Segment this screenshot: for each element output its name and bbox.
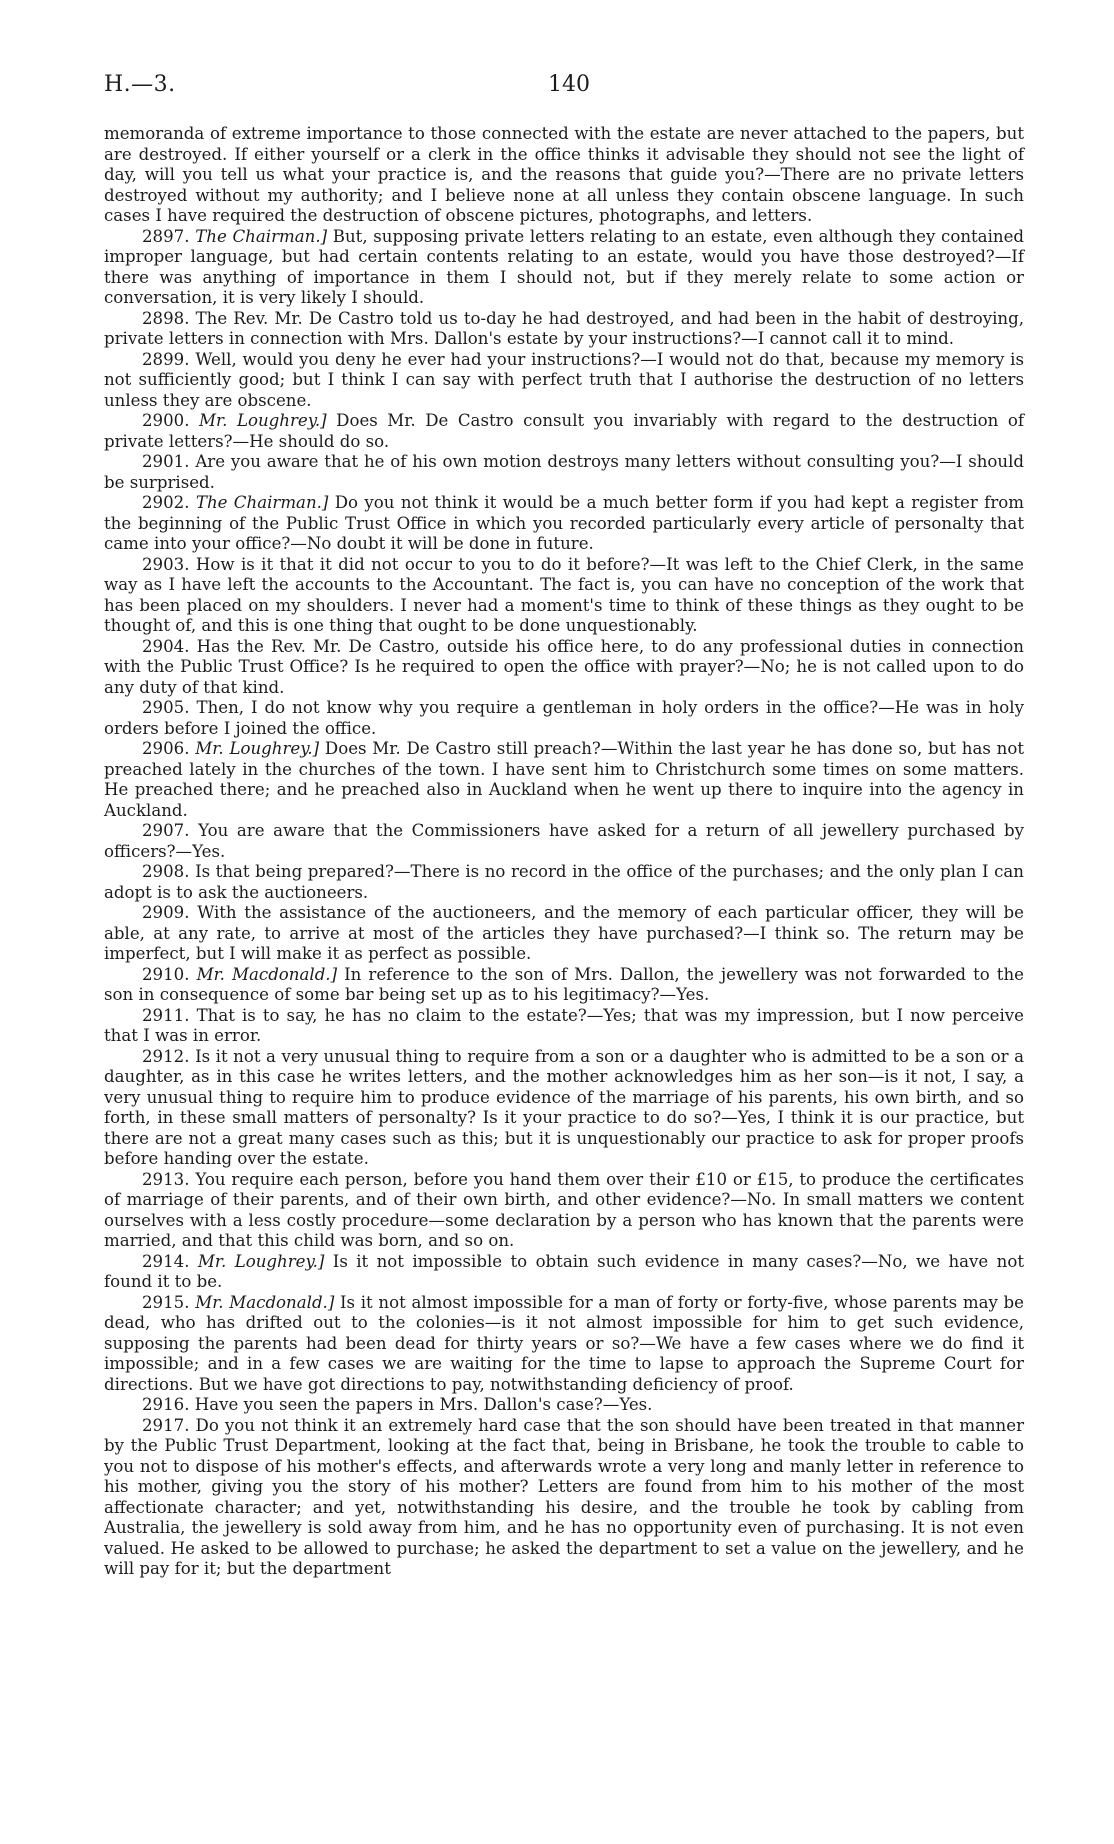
question-number: 2906. <box>142 739 190 758</box>
paragraph-text: Then, I do not know why you require a gentleman in holy orders in the office?—He was in holy orders before I joined the office. <box>104 698 1024 738</box>
paragraph <box>104 862 1024 903</box>
paragraph-text: How is it that it did not occur to you to do it before?—It was left to the Chief Clerk, in the same way as I have left the accounts to the Accountant. The fact is, you can have no conception of the work that has been placed on my shoulders. I never had a moment's time to think of these things as they ought to be thought of, and this is one thing that ought to be done unquestionably. <box>104 554 1024 635</box>
paragraph-text: That is to say, he has no claim to the estate?—Yes; that was my impression, but I now perceive that I was in error. <box>104 1005 1024 1045</box>
paragraph <box>104 350 1024 412</box>
paragraph-text: You are aware that the Commissioners have asked for a return of all jewellery purchased by officers?—Yes. <box>104 821 1025 861</box>
paragraph <box>104 1416 1024 1580</box>
paragraph <box>104 1006 1024 1047</box>
paragraph <box>104 965 1024 1006</box>
page-header <box>104 72 1024 102</box>
speaker-name: Mr. Macdonald.] <box>196 964 338 984</box>
paragraph-text: You require each person, before you hand them over their £10 or £15, to produce the certificates of marriage of their parents, and of their own birth, and other evidence?—No. In small matters we content ourselves with a less costly procedure—some declaration by a person who has known that the parents were married, and that this child was born, and so on. <box>104 1169 1024 1250</box>
question-number: 2910. <box>142 964 190 984</box>
question-number: 2908. <box>142 862 190 881</box>
paragraph-text: But, supposing private letters relating to an estate, even although they contained improper language, but had certain contents relating to an estate, would you have those destroyed?—If there was anything of importance in them I should not, but if they merely relate to some action or conversation, it is very likely I should. <box>104 226 1025 307</box>
paragraph-text: Has the Rev. Mr. De Castro, outside his office here, to do any professional duties in connection with the Public Trust Office? Is he required to open the office with prayer?—No; he is not called upon to do any duty of that kind. <box>104 636 1024 697</box>
paragraph-text: Well, would you deny he ever had your instructions?—I would not do that, because my memory is not sufficiently good; but I think I can say with perfect truth that I authorise the destruction of no letters unless they are obscene. <box>104 349 1025 410</box>
paragraph <box>104 411 1024 452</box>
question-number: 2898. <box>142 308 190 328</box>
question-number: 2903. <box>142 554 190 574</box>
question-number: 2904. <box>142 636 190 656</box>
question-number: 2915. <box>142 1292 190 1312</box>
question-number: 2905. <box>142 698 190 717</box>
paragraph-text: Is it not impossible to obtain such evidence in many cases?—No, we have not found it to be. <box>104 1251 1024 1291</box>
paragraph <box>104 821 1024 862</box>
question-number: 2916. <box>142 1395 190 1414</box>
speaker-name: Mr. Loughrey.] <box>199 411 327 430</box>
paragraph-text: Is that being prepared?—There is no record in the office of the purchases; and the only plan I can adopt is to ask the auctioneers. <box>104 862 1024 902</box>
paragraph-text: Are you aware that he of his own motion destroys many letters without consulting you?—I should be surprised. <box>104 452 1025 492</box>
paragraph <box>104 227 1024 309</box>
question-number: 2897. <box>142 226 190 246</box>
paragraph <box>104 1293 1024 1396</box>
paragraph <box>104 1170 1024 1252</box>
question-number: 2907. <box>142 821 190 840</box>
paragraph-text: The Rev. Mr. De Castro told us to-day he had destroyed, and had been in the habit of destroying, private letters in connection with Mrs. Dallon's estate by your instructions?—I cannot call it to mind. <box>104 308 1024 348</box>
question-number: 2917. <box>142 1415 190 1435</box>
paragraph-text: In reference to the son of Mrs. Dallon, the jewellery was not forwarded to the son in consequence of some bar being set up as to his legitimacy?—Yes. <box>104 964 1024 1004</box>
paragraph <box>104 1047 1024 1170</box>
paragraph <box>104 555 1024 637</box>
paragraph-text: Is it not a very unusual thing to require from a son or a daughter who is admitted to be a son or a daughter, as in this case he writes letters, and the mother acknowledges him as her son—is it not, I say, a very unusual thing to require him to produce evidence of the marriage of his parents, his own birth, and so forth, in these small matters of personalty? Is it your practice to do so?—Yes, I think it is our practice, but there are not a great many cases such as this; but it is unquestionably our practice to ask for proper proofs before handing over the estate. <box>104 1046 1025 1168</box>
paragraph <box>104 903 1024 965</box>
paragraph-text: Do you not think it would be a much better form if you had kept a register from the beginning of the Public Trust Office in which you recorded particularly every article of personalty that came into your office?—No doubt it will be done in future. <box>104 493 1024 553</box>
paragraph <box>104 698 1024 739</box>
paragraph <box>104 739 1024 821</box>
speaker-name: The Chairman.] <box>195 493 329 512</box>
paragraph-text: Does Mr. De Castro still preach?—Within the last year he has done so, but has not preached lately in the churches of the town. I have sent him to Christchurch some times on some matters. He preached there; and he preached also in Auckland when he went up there to inquire into the agency in Auckland. <box>104 739 1025 820</box>
paragraph <box>104 309 1024 350</box>
paragraph <box>104 1395 1024 1416</box>
paragraph-text: Does Mr. De Castro consult you invariably with regard to the destruction of private letters?—He should do so. <box>104 411 1024 451</box>
question-number: 2901. <box>142 452 190 471</box>
question-number: 2909. <box>142 903 190 922</box>
paragraph <box>104 493 1024 555</box>
question-number: 2913. <box>142 1169 190 1189</box>
paragraph-text: Have you seen the papers in Mrs. Dallon's case?—Yes. <box>194 1395 653 1414</box>
question-number: 2899. <box>142 349 190 369</box>
paragraph-text: Do you not think it an extremely hard case that the son should have been treated in that manner by the Public Trust Department, looking at the fact that, being in Brisbane, he took the trouble to cable to you not to dispose of his mother's effects, and afterwards wrote a very long and manly letter in reference to his mother, giving you the story of his mother? Letters are found from him to his mother of the most affectionate character; and yet, notwithstanding his desire, and the trouble he took by cabling from Australia, the jewellery is sold away from him, and he has no opportunity even of purchasing. It is not even valued. He asked to be allowed to purchase; he asked the department to set a value on the jewellery, and he will pay for it; but the department <box>104 1415 1025 1578</box>
document-reference: H.—3. <box>104 72 176 97</box>
body-text <box>104 124 1024 1580</box>
question-number: 2911. <box>142 1005 190 1025</box>
paragraph-text: With the assistance of the auctioneers, and the memory of each particular officer, they will be able, at any rate, to arrive at most of the articles they have purchased?—I think so. The return may be imperfect, but I will make it as perfect as possible. <box>104 903 1024 963</box>
speaker-name: Mr. Loughrey.] <box>197 1251 325 1271</box>
question-number: 2912. <box>142 1046 190 1066</box>
question-number: 2900. <box>142 411 190 430</box>
question-number: 2914. <box>142 1251 190 1271</box>
paragraph <box>104 452 1024 493</box>
paragraph-text: memoranda of extreme importance to those connected with the estate are never attached to the papers, but are destroyed. If either yourself or a clerk in the office thinks it advisable they should not see the light of day, will you tell us what your practice is, and the reasons that guide you?—There are no private letters destroyed without my authority; and I believe none at all unless they contain obscene language. In such cases I have required the destruction of obscene pictures, photographs, and letters. <box>104 124 1024 225</box>
paragraph <box>104 124 1024 227</box>
speaker-name: Mr. Loughrey.] <box>195 739 320 758</box>
paragraph <box>104 637 1024 699</box>
paragraph-text: Is it not almost impossible for a man of forty or forty-five, whose parents may be dead, who has drifted out to the colonies—is it not almost impossible for him to get such evidence, supposing the parents had been dead for thirty years or so?—We have a few cases where we do find it impossible; and in a few cases we are waiting for the time to lapse to approach the Supreme Court for directions. But we have got directions to pay, notwithstanding deficiency of proof. <box>104 1292 1024 1394</box>
speaker-name: The Chairman.] <box>195 226 328 246</box>
question-number: 2902. <box>142 493 190 512</box>
paragraph <box>104 1252 1024 1293</box>
speaker-name: Mr. Macdonald.] <box>195 1292 335 1312</box>
page-number: 140 <box>548 72 590 97</box>
